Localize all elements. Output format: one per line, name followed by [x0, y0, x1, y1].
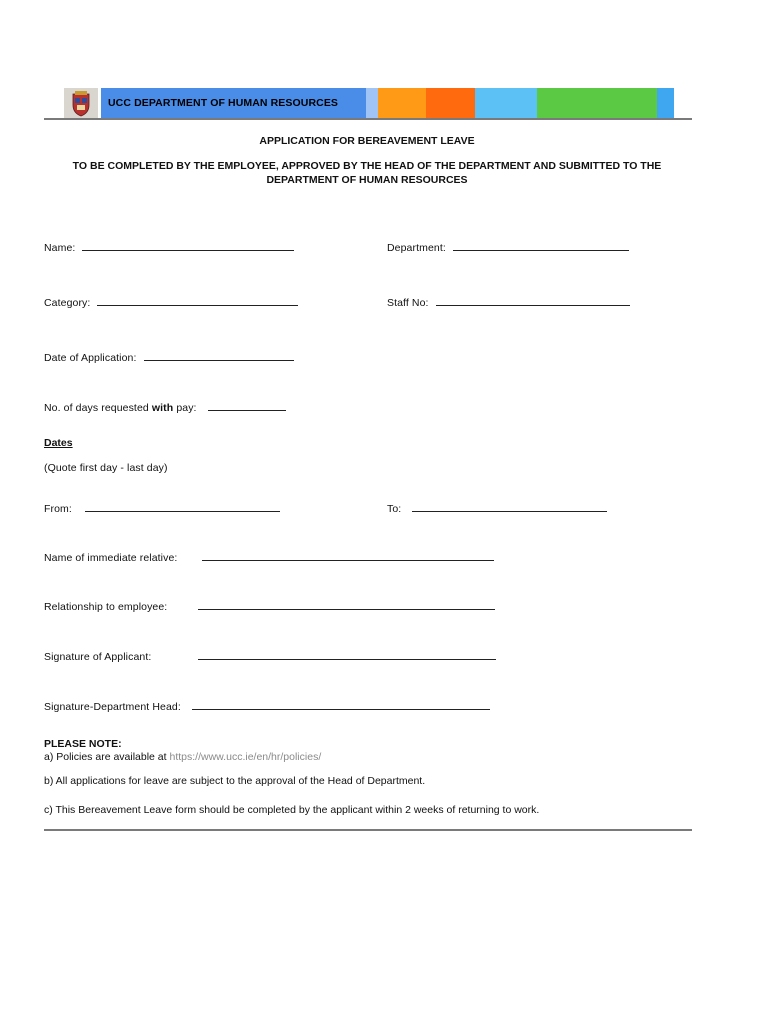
header-color-strip [657, 88, 674, 118]
header-band [101, 88, 366, 118]
note-c: c) This Bereavement Leave form should be completed by the applicant within 2 weeks of returning to work. [44, 804, 540, 816]
relative-name-field[interactable] [44, 551, 494, 564]
relative-name-line[interactable] [202, 551, 494, 561]
bottom-divider [44, 829, 692, 831]
policies-link[interactable]: https://www.ucc.ie/en/hr/policies/ [169, 751, 322, 763]
dates-hint: (Quote first day - last day) [44, 462, 168, 474]
date-of-application-label: Date of Application: [44, 352, 137, 364]
date-of-application-field[interactable] [44, 351, 294, 364]
header-title: UCC DEPARTMENT OF HUMAN RESOURCES [108, 97, 339, 109]
header-color-strip [475, 88, 537, 118]
from-date-field[interactable] [44, 502, 280, 515]
from-line[interactable] [85, 502, 280, 512]
ucc-crest-icon [64, 88, 98, 118]
head-signature-line[interactable] [192, 700, 490, 710]
relationship-field[interactable] [44, 600, 495, 613]
applicant-signature-line[interactable] [198, 650, 496, 660]
header-color-strip [366, 88, 378, 118]
form-title: APPLICATION FOR BEREAVEMENT LEAVE [259, 135, 475, 147]
days-requested-line[interactable] [208, 401, 286, 411]
staff-no-field[interactable] [387, 296, 630, 309]
department-field[interactable] [387, 241, 629, 254]
note-a: a) Policies are available at https://www.ucc.ie/en/hr/policies/ [44, 751, 322, 763]
department-label: Department: [387, 242, 446, 254]
date-of-application-line[interactable] [144, 351, 294, 361]
to-line[interactable] [412, 502, 607, 512]
days-requested-field[interactable] [44, 401, 286, 414]
relative-name-label: Name of immediate relative: [44, 552, 178, 564]
category-line[interactable] [97, 296, 298, 306]
notes-heading: PLEASE NOTE: [44, 738, 122, 750]
category-label: Category: [44, 297, 91, 309]
name-line[interactable] [82, 241, 294, 251]
applicant-signature-field[interactable] [44, 650, 496, 663]
relationship-label: Relationship to employee: [44, 601, 168, 613]
applicant-signature-label: Signature of Applicant: [44, 651, 152, 663]
header-color-strip [537, 88, 657, 118]
to-date-field[interactable] [387, 502, 607, 515]
header-divider [44, 118, 692, 120]
from-label: From: [44, 503, 72, 515]
name-label: Name: [44, 242, 76, 254]
department-line[interactable] [453, 241, 629, 251]
category-field[interactable] [44, 296, 298, 309]
to-label: To: [387, 503, 402, 515]
staff-no-label: Staff No: [387, 297, 429, 309]
note-b: b) All applications for leave are subject to the approval of the Head of Department. [44, 775, 426, 787]
relationship-line[interactable] [198, 600, 495, 610]
name-field[interactable] [44, 241, 294, 254]
header-color-strip [426, 88, 475, 118]
head-signature-label: Signature-Department Head: [44, 701, 181, 713]
days-requested-label: No. of days requested with pay: [44, 402, 197, 414]
head-signature-field[interactable] [44, 700, 490, 713]
dates-heading: Dates [44, 437, 73, 449]
header-color-strip [378, 88, 426, 118]
staff-no-line[interactable] [436, 296, 630, 306]
form-instructions: TO BE COMPLETED BY THE EMPLOYEE, APPROVED BY THE HEAD OF THE DEPARTMENT AND SUBMITTED TO THE DEPARTMENT OF HUMAN RESOURCES [72, 160, 662, 186]
